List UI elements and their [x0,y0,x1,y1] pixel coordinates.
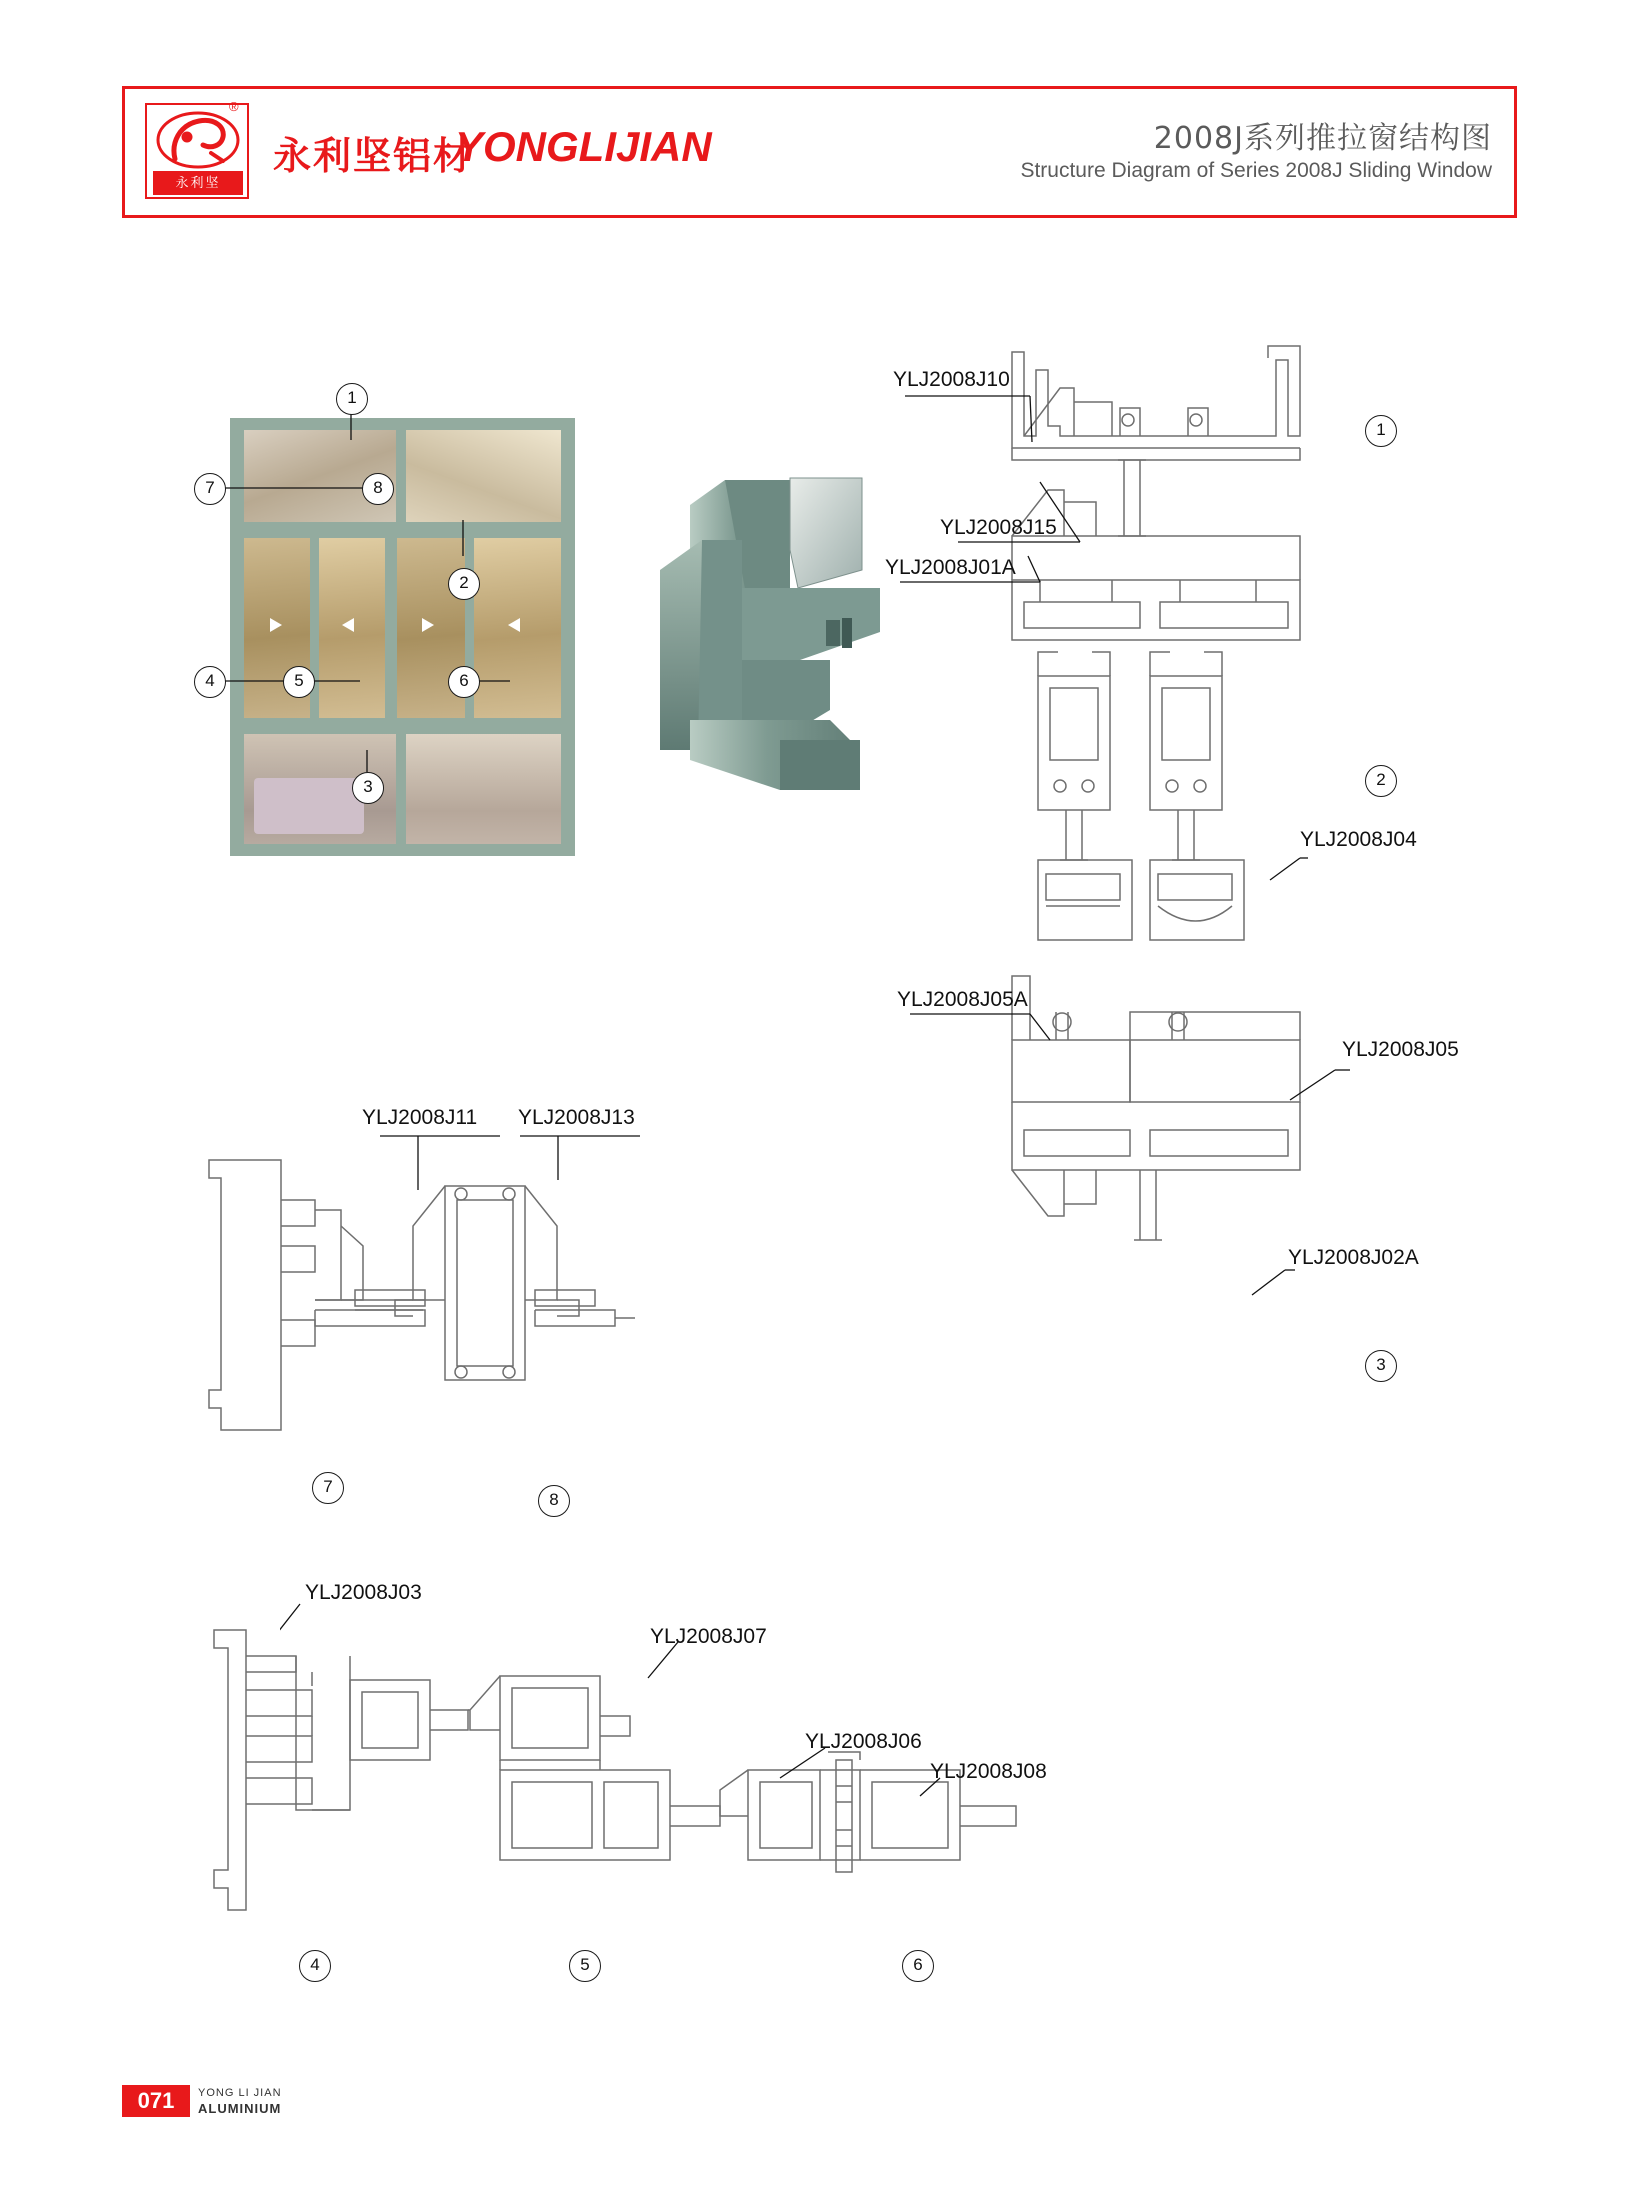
middle-leader-lines [340,1128,660,1248]
corner-profile-photo [630,420,910,810]
page-footer [122,2085,1517,2125]
brand-name-cn: 永利坚铝材 [273,134,474,178]
registered-mark: ® [229,99,239,114]
page-header [122,86,1517,218]
logo-badge-label: 永利坚 [153,171,243,195]
callout-photo-8: 8 [362,473,394,505]
page-title-cn: 2008J系列推拉窗结构图 [1153,121,1492,156]
callout-photo-5: 5 [283,666,315,698]
brand-name-en: YONGLIJIAN [455,123,712,170]
profile-label-YLJ2008J13: YLJ2008J13 [518,1106,635,1129]
callout-middle-8: 8 [538,1485,570,1517]
right-leader-lines [880,360,1440,1320]
profile-label-YLJ2008J03: YLJ2008J03 [305,1581,422,1604]
callout-photo-7: 7 [194,473,226,505]
profile-label-YLJ2008J07: YLJ2008J07 [650,1625,767,1648]
profile-label-YLJ2008J01A: YLJ2008J01A [885,556,1016,579]
callout-bottom-5: 5 [569,1950,601,1982]
footer-brand-line1: YONG LI JIAN [198,2087,282,2099]
profile-label-YLJ2008J11: YLJ2008J11 [362,1106,478,1129]
callout-right-2: 2 [1365,765,1397,797]
callout-photo-2: 2 [448,568,480,600]
profile-label-YLJ2008J08: YLJ2008J08 [930,1760,1047,1783]
callout-right-3: 3 [1365,1350,1397,1382]
bottom-leader-lines [280,1596,1000,1816]
page-number: 071 [122,2085,190,2117]
profile-label-YLJ2008J05A: YLJ2008J05A [897,988,1028,1011]
callout-photo-3: 3 [352,772,384,804]
page-title-en: Structure Diagram of Series 2008J Sliding Window [1020,159,1492,182]
logo-mark-icon [153,109,243,171]
profile-label-YLJ2008J10: YLJ2008J10 [893,368,1010,391]
callout-photo-4: 4 [194,666,226,698]
callout-right-1: 1 [1365,415,1397,447]
profile-label-YLJ2008J04: YLJ2008J04 [1300,828,1417,851]
photo-callout-leaders [120,380,660,840]
callout-photo-6: 6 [448,666,480,698]
profile-label-YLJ2008J06: YLJ2008J06 [805,1730,922,1753]
profile-label-YLJ2008J05: YLJ2008J05 [1342,1038,1459,1061]
callout-bottom-6: 6 [902,1950,934,1982]
profile-label-YLJ2008J02A: YLJ2008J02A [1288,1246,1419,1269]
callout-bottom-4: 4 [299,1950,331,1982]
profile-label-YLJ2008J15: YLJ2008J15 [940,516,1057,539]
brand-logo [145,103,249,199]
footer-brand-line2: ALUMINIUM [198,2101,282,2116]
callout-photo-1: 1 [336,383,368,415]
callout-middle-7: 7 [312,1472,344,1504]
